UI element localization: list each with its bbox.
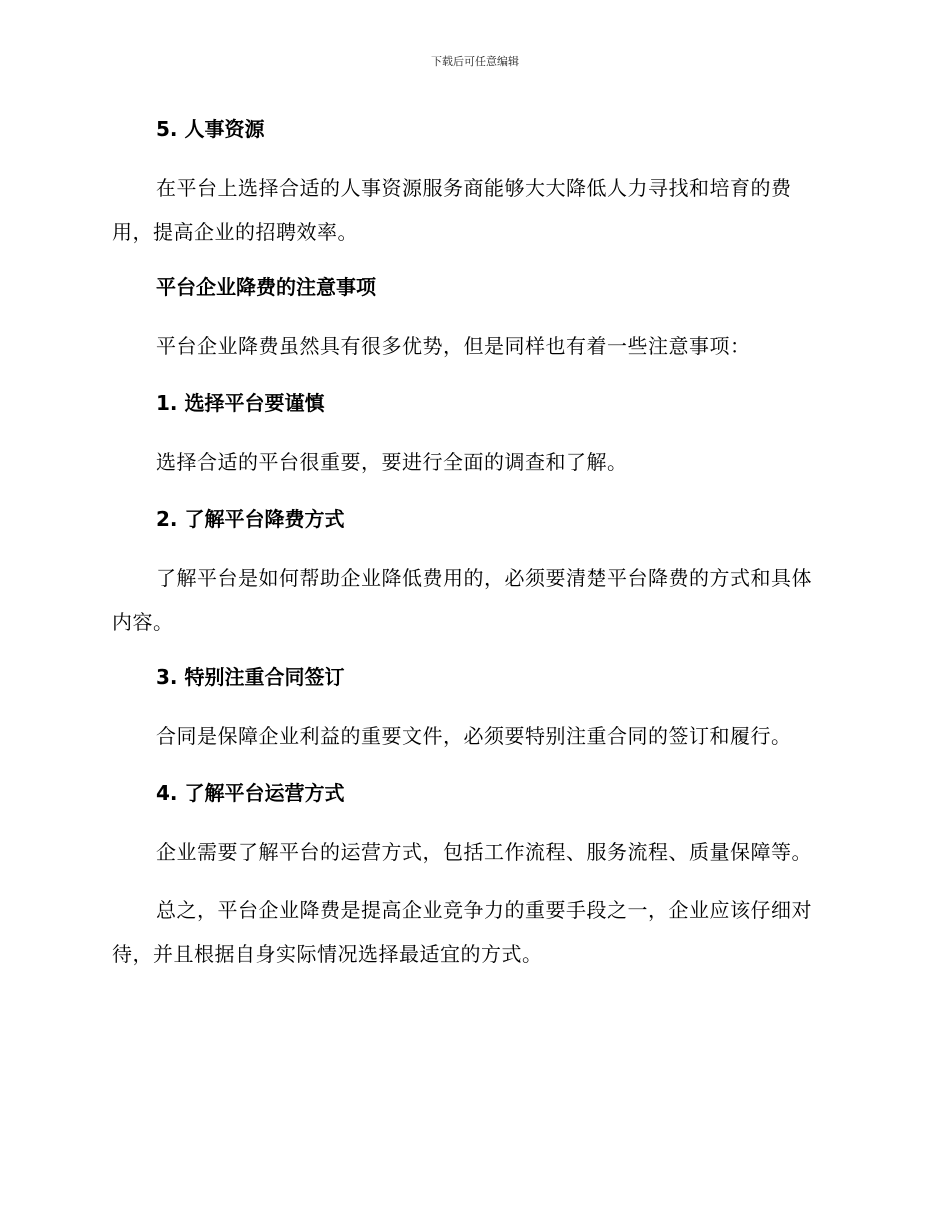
section-heading-operation: 4. 了解平台运营方式 bbox=[156, 781, 345, 805]
document-body bbox=[112, 110, 832, 990]
paragraph-contract: 合同是保障企业利益的重要文件，必须要特别注重合同的签订和履行。 bbox=[156, 724, 792, 748]
paragraph-operation: 企业需要了解平台的运营方式，包括工作流程、服务流程、质量保障等。 bbox=[156, 840, 812, 864]
paragraph-choose-platform: 选择合适的平台很重要，要进行全面的调查和了解。 bbox=[156, 450, 628, 474]
paragraph-precautions-intro: 平台企业降费虽然具有很多优势，但是同样也有着一些注意事项： bbox=[156, 334, 751, 358]
section-heading-choose-platform: 1. 选择平台要谨慎 bbox=[156, 391, 325, 415]
section-heading-fee-method: 2. 了解平台降费方式 bbox=[156, 507, 345, 531]
section-heading-hr-resources: 5. 人事资源 bbox=[156, 117, 265, 141]
section-heading-contract: 3. 特别注重合同签订 bbox=[156, 665, 345, 689]
paragraph-hr-resources: 在平台上选择合适的人事资源服务商能够大大降低人力寻找和培育的费用，提高企业的招聘效率。 bbox=[112, 176, 792, 244]
paragraph-fee-method: 了解平台是如何帮助企业降低费用的，必须要清楚平台降费的方式和具体内容。 bbox=[112, 566, 812, 634]
section-heading-precautions: 平台企业降费的注意事项 bbox=[156, 275, 376, 299]
page-header: 下载后可任意编辑 bbox=[431, 55, 519, 68]
paragraph-conclusion: 总之，平台企业降费是提高企业竞争力的重要手段之一，企业应该仔细对待，并且根据自身实际情况选择最适宜的方式。 bbox=[112, 898, 812, 966]
